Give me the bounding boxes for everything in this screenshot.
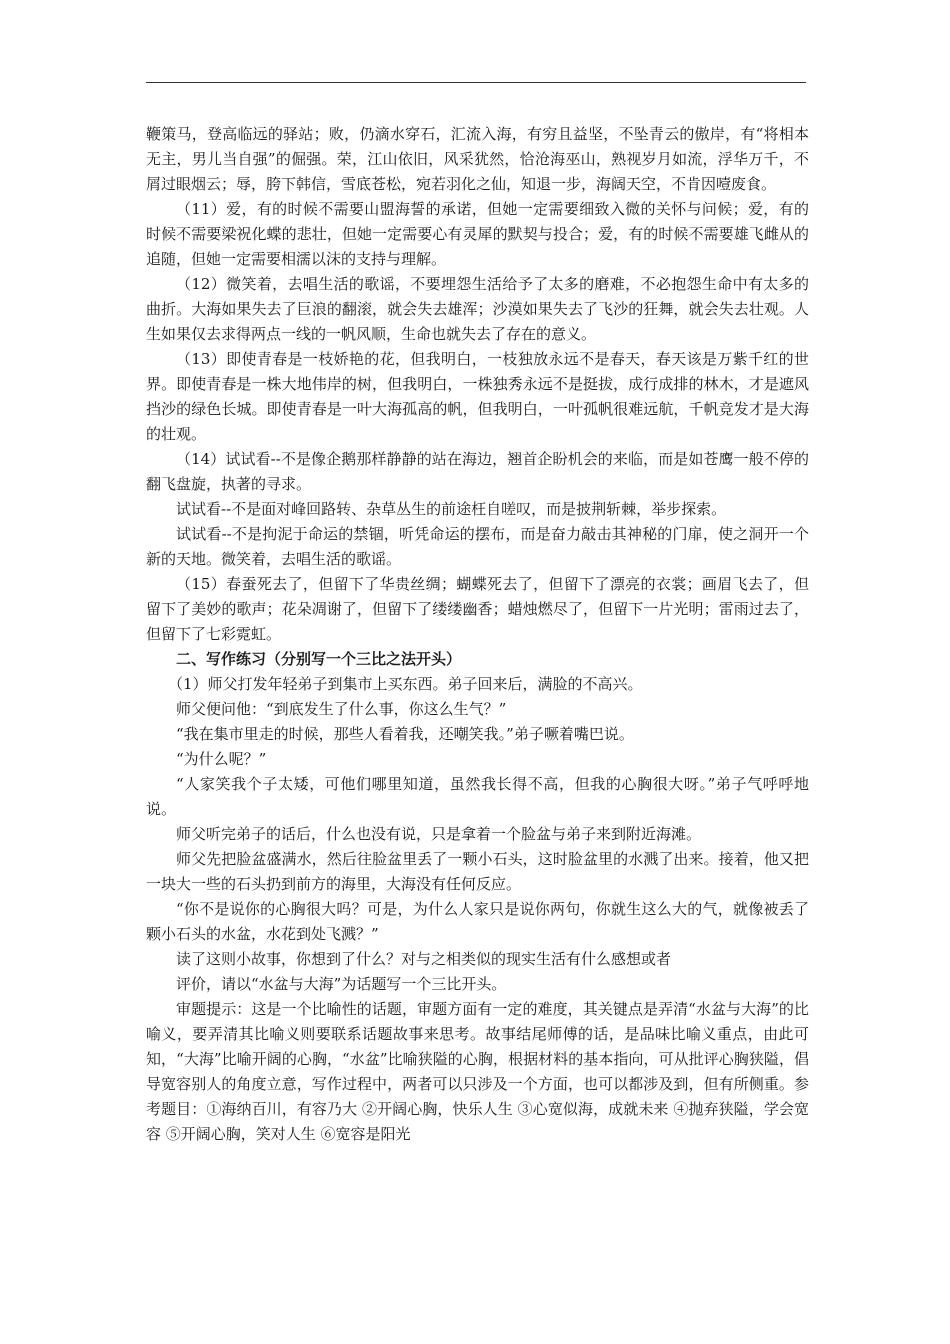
- document-body: [146, 122, 809, 1147]
- paragraph: 试试看--不是面对峰回路转、杂草丛生的前途枉自嗟叹，而是披荆斩棘，举步探索。: [176, 500, 727, 518]
- header-rule: [146, 82, 806, 83]
- paragraph: （11）爱，有的时候不需要山盟海誓的承诺，但她一定需要细致入微的关怀与问候；爱，有的时候不需要梁祝化蝶的悲壮，但她一定需要心有灵犀的默契与投合；爱，有的时候不需要雄飞雌从的追随，但她一定需要相濡以沫的支持与理解。: [146, 200, 809, 268]
- paragraph: （15）春蚕死去了，但留下了华贵丝绸；蝴蝶死去了，但留下了漂亮的衣裳；画眉飞去了，但留下了美妙的歌声；花朵凋谢了，但留下了缕缕幽香；蜡烛燃尽了，但留下一片光明；雷雨过去了，但留下了七彩霓虹。: [146, 575, 809, 643]
- paragraph: 师父先把脸盆盛满水，然后往脸盆里丢了一颗小石头，这时脸盆里的水溅了出来。接着，他又把一块大一些的石头扔到前方的海里，大海没有任何反应。: [146, 850, 809, 893]
- paragraph: 鞭策马，登高临远的驿站；败，仍滴水穿石，汇流入海，有穷且益坚，不坠青云的傲岸，有“将相本无主，男儿当自强”的倔强。荣，江山依旧，风采犹然，恰沧海巫山，熟视岁月如流，浮华万千，不屑过眼烟云；辱，胯下韩信，雪底苍松，宛若羽化之仙，知退一步，海阔天空，不肯因噎废食。: [146, 125, 809, 193]
- paragraph: 审题提示：这是一个比喻性的话题，审题方面有一定的难度，其关键点是弄清“水盆与大海”的比喻义，要弄清其比喻义则要联系话题故事来思考。故事结尾师傅的话，是品味比喻义重点，由此可知，“大海”比喻开阔的心胸，“水盆”比喻狭隘的心胸，根据材料的基本指向，可从批评心胸狭隘，倡导宽容别人的角度立意，写作过程中，两者可以只涉及一个方面，也可以都涉及到，但有所侧重。参考题目：①海纳百川，有容乃大 ②开阔心胸，快乐人生 ③心宽似海，成就未来 ④抛弃狭隘，学会宽容 ⑤开阔心胸，笑对人生 ⑥宽容是阳光: [146, 1000, 809, 1143]
- paragraph: “你不是说你的心胸很大吗？可是，为什么人家只是说你两句，你就生这么大的气，就像被丢了颗小石头的水盆，水花到处飞溅？”: [146, 900, 809, 943]
- paragraph: “为什么呢？”: [176, 750, 267, 768]
- paragraph: 评价，请以“水盆与大海”为话题写一个三比开头。: [176, 975, 507, 993]
- paragraph: 试试看--不是拘泥于命运的禁锢，听凭命运的摆布，而是奋力敲击其神秘的门扉，使之洞开一个新的天地。微笑着，去唱生活的歌谣。: [146, 525, 809, 568]
- paragraph: （13）即使青春是一枝娇艳的花，但我明白，一枝独放永远不是春天，春天该是万紫千红的世界。即使青春是一株大地伟岸的树，但我明白，一株独秀永远不是挺拔，成行成排的林木，才是遮风挡沙的绿色长城。即使青春是一叶大海孤高的帆，但我明白，一叶孤帆很难远航，千帆竞发才是大海的壮观。: [146, 350, 809, 443]
- paragraph: （14）试试看--不是像企鹅那样静静的站在海边，翘首企盼机会的来临，而是如苍鹰一般不停的翻飞盘旋，执著的寻求。: [146, 450, 809, 493]
- paragraph: “人家笑我个子太矮，可他们哪里知道，虽然我长得不高，但我的心胸很大呀。”弟子气呼呼地说。: [146, 775, 809, 818]
- paragraph: （12）微笑着，去唱生活的歌谣，不要埋怨生活给予了太多的磨难，不必抱怨生命中有太多的曲折。大海如果失去了巨浪的翻滚，就会失去雄浑；沙漠如果失去了飞沙的狂舞，就会失去壮观。人生如果仅去求得两点一线的一帆风顺，生命也就失去了存在的意义。: [146, 275, 809, 343]
- section-heading: 二、写作练习（分别写一个三比之法开头）: [176, 650, 462, 668]
- paragraph: （1）师父打发年轻弟子到集市上买东西。弟子回来后，满脸的不高兴。: [168, 675, 643, 693]
- paragraph: “我在集市里走的时候，那些人看着我，还嘲笑我。”弟子噘着嘴巴说。: [176, 725, 634, 743]
- paragraph: 读了这则小故事，你想到了什么？对与之相类似的现实生活有什么感想或者: [176, 950, 672, 968]
- paragraph: 师父听完弟子的话后，什么也没有说，只是拿着一个脸盆与弟子来到附近海滩。: [176, 825, 702, 843]
- paragraph: 师父便问他：“到底发生了什么事，你这么生气？”: [176, 700, 507, 718]
